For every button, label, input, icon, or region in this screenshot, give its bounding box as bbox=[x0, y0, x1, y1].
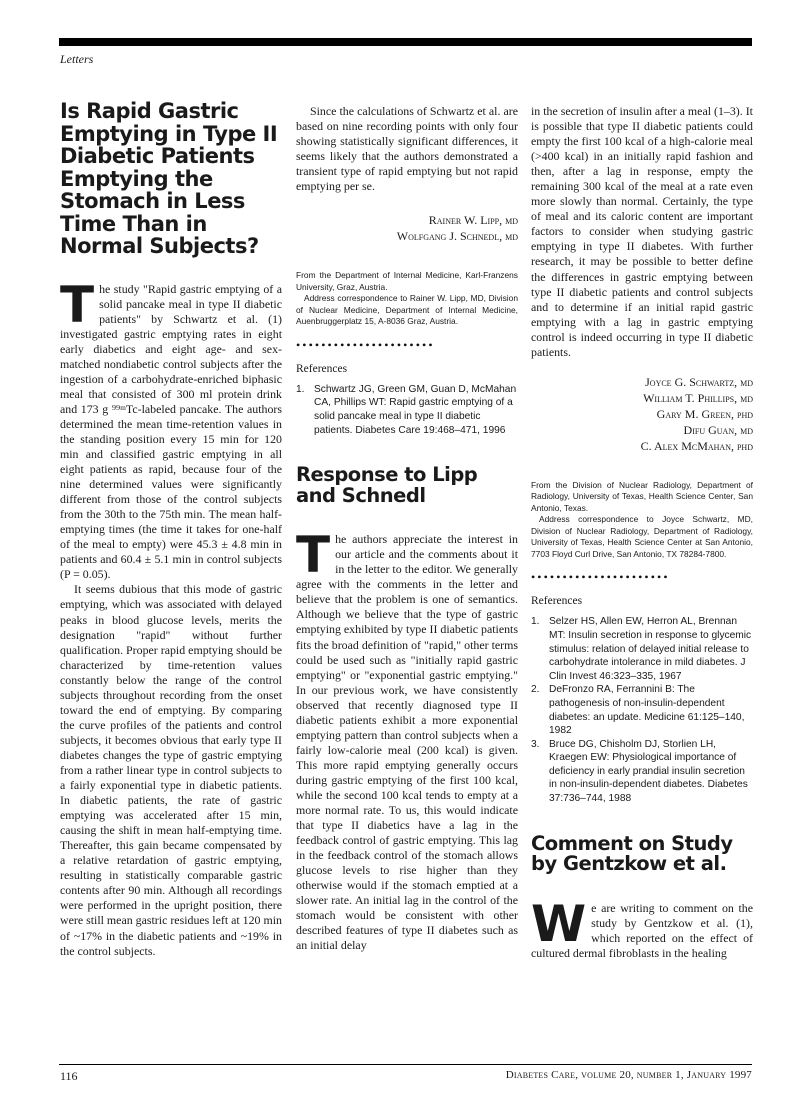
letter1-paragraph-3: Since the calculations of Schwartz et al. are based on nine recording points with only four showing statistically significant differences, it seems likely that the authors demonstrated a transient type of rapid emptying but not rapid emptying per se. bbox=[296, 104, 518, 194]
letter1-paragraph-2: It seems dubious that this mode of gastric emptying, which was associated with delayed peaks in blood glucose levels, merits the designation "rapid" without further qualification. Proper rapid emptying should be characterized by time-retention values constantly below the range of the control subjects throughout recording from the onset toward the end of emptying. By comparing the curve profiles of the patients and control subjects, it becomes obvious that early type II diabetes changes the type of gastric emptying from a rather linear type in control subjects to a fairly exponential type in diabetic patients. In diabetic patients, the rate of gastric emptying was accelerated after 15 min, causing the shift in mean half-emptying time. Thereafter, this gain became compensated by a relative retardation of gastric emptying, resulting in statistically comparable gastric contents after 90 min. Although all recordings were performed in the upright position, there were still mean gastric residues left at 120 min of ~17% in the diabetic patients and ~19% in the control subjects. bbox=[60, 582, 282, 958]
reference-item: 3. Bruce DG, Chisholm DJ, Storlien LH, Kraegen EW: Physiological importance of deficiency in early prandial insulin secretion in non-insulin-dependent diabetes. Diabetes 37:736–744, 1988 bbox=[531, 738, 748, 805]
footer-rule bbox=[59, 1064, 752, 1065]
letter1-references bbox=[296, 383, 518, 437]
page-number: 116 bbox=[60, 1069, 78, 1083]
letter1-references-title: References bbox=[296, 362, 348, 375]
letter1-affiliation: From the Department of Internal Medicine, Karl-Franzens University, Graz, Austria. bbox=[296, 270, 518, 292]
letter1-signer-2: Wolfgang J. Schnedl, md bbox=[396, 229, 518, 244]
letter2-signer-4: Difu Guan, md bbox=[683, 422, 753, 437]
letter2-address: Address correspondence to Joyce Schwartz, MD, Division of Nuclear Radiology, Department of Radiology, University of Texas, Health Science Center at San Antonio, 7703 Floyd Curl Drive, San Antonio, TX 78284-7800. bbox=[531, 514, 753, 559]
reference-item: 2. DeFronzo RA, Ferrannini B: The pathogenesis of non-insulin-dependent diabetes: an update. Medicine 61:125–140, 1982 bbox=[531, 684, 745, 737]
letter1-title: Is Rapid Gastric Emptying in Type II Diabetic Patients Emptying the Stomach in Less Time Than in Normal Subjects? bbox=[60, 99, 278, 258]
letter2-signer-3: Gary M. Green, phd bbox=[656, 406, 753, 421]
letter2-paragraph-1: The authors appreciate the interest in our article and the comments about it in the letter to the editor. We generally agree with the comments in the letter and believe that the problem is one of semantics. Although we believe that the type of gastric emptying exhibited by type II diabetic patients fits the broad definition of "rapid," other terms could be used such as "initially rapid gastric emptying" or "exponential gastric emptying." In our previous work, we have consistently observed that recently diagnosed type II diabetic patients exhibit a more exponential emptying pattern than control subjects when a fairly low-calorie meal (200 kcal) is given. This more rapid emptying generally occurs during gastric emptying of the first 100 kcal, while the second 100 kcal tends to empty at a more normal rate. To us, this would indicate that type II diabetics have a lag in the feedback control of gastric emptying. This lag in the feedback control of the stomach allows glucose levels to rise higher than they otherwise would if the stomach emptied at a slower rate. An initial lag in the control of the stomach would be consistent with other described features of type II diabetes such as an initial delay bbox=[296, 526, 518, 953]
letter2-signer-1: Joyce G. Schwartz, md bbox=[645, 374, 753, 389]
column-2 bbox=[296, 92, 518, 954]
journal-citation: Diabetes Care, volume 20, number 1, January 1997 bbox=[505, 1069, 752, 1081]
letter2-dropcap: T bbox=[296, 526, 331, 585]
letter2-signer-2: William T. Phillips, md bbox=[643, 390, 753, 405]
letter2-affiliation: From the Division of Nuclear Radiology, Department of Radiology, University of Texas, Health Science Center, San Antonio, Texas. bbox=[531, 479, 753, 513]
letter2-references-title: References bbox=[531, 595, 583, 608]
column-3 bbox=[531, 92, 753, 961]
reference-item: 1. Selzer HS, Allen EW, Herron AL, Brennan MT: Insulin secretion in response to glycemic stimulus: relation of delayed initial release to carbohydrate intolerance in mild diabetes. J Clin Invest 46:323–335, 1967 bbox=[531, 616, 752, 682]
letter3-paragraph-1: We are writing to comment on the study by Gentzkow et al. (1), which reported on the effect of cultured dermal fibroblasts in the healing bbox=[531, 894, 753, 960]
letter1-signer-1: Rainer W. Lipp, md bbox=[428, 213, 518, 228]
letter3-dropcap: W bbox=[531, 894, 587, 953]
header-rule bbox=[59, 38, 752, 46]
section-divider: •••••••••••••••••••••• bbox=[296, 337, 435, 352]
letter2-references bbox=[531, 615, 753, 805]
section-label: Letters bbox=[60, 52, 94, 66]
letter2-title: Response to Lipp and Schnedl bbox=[296, 463, 478, 507]
section-divider: •••••••••••••••••••••• bbox=[531, 570, 670, 585]
letter1-dropcap: T bbox=[60, 275, 95, 334]
column-1 bbox=[60, 92, 282, 959]
letter3-title: Comment on Study by Gentzkow et al. bbox=[531, 831, 733, 876]
letter1-address: Address correspondence to Rainer W. Lipp, MD, Division of Nuclear Medicine, Department of Internal Medicine, Auenbruggerplatz 15, A-8036 Graz, Austria. bbox=[296, 293, 518, 327]
letter2-signer-5: C. Alex McMahan, phd bbox=[640, 438, 753, 453]
letter1-paragraph-1: The study "Rapid gastric emptying of a solid pancake meal in type II diabetic patients" by Schwartz et al. (1) investigated gastric emptying rates in eight early diabetics and eight age- and sex-matched nondiabetic control subjects after the ingestion of a carbohydrate-enriched biphasic meal that consisted of 300 ml protein drink and 173 g ⁹⁹ᵐTc-labeled pancake. The authors determined the mean time-retention values in the standing position every 15 min for 120 min and classified gastric emptying in all eight patients as rapid, because four of the nine determined values were significantly different from those of the control subjects from the 30th to the 75th min. The mean half-emptying times (the time it takes for one-half of the meal to empty) were 45.3 ± 4.8 min in patients and 60.4 ± 5.1 min in control subjects (P = 0.05). bbox=[60, 275, 282, 582]
letter2-paragraph-1-continued: in the secretion of insulin after a meal (1–3). It is possible that type II diabetic patients could empty the first 100 kcal of a high-calorie meal (>400 kcal) in an initially rapid fashion and then, after a lag in response, empty the remaining 300 kcal of the meal at a rate even more slowly than normal. Certainly, the type of meal and its caloric content are important factors to consider when studying gastric emptying in type II diabetes. With further research, it may be possible to better define the differences in gastric emptying between type II diabetic patients and control subjects and to determine if an initial rapid gastric emptying with a lag in gastric emptying control is indeed occurring in type II diabetic patients. bbox=[531, 104, 753, 359]
reference-item: 1. Schwartz JG, Green GM, Guan D, McMahan CA, Phillips WT: Rapid gastric emptying of a solid pancake meal in type II diabetic patients. Diabetes Care 19:468–471, 1996 bbox=[296, 383, 517, 436]
